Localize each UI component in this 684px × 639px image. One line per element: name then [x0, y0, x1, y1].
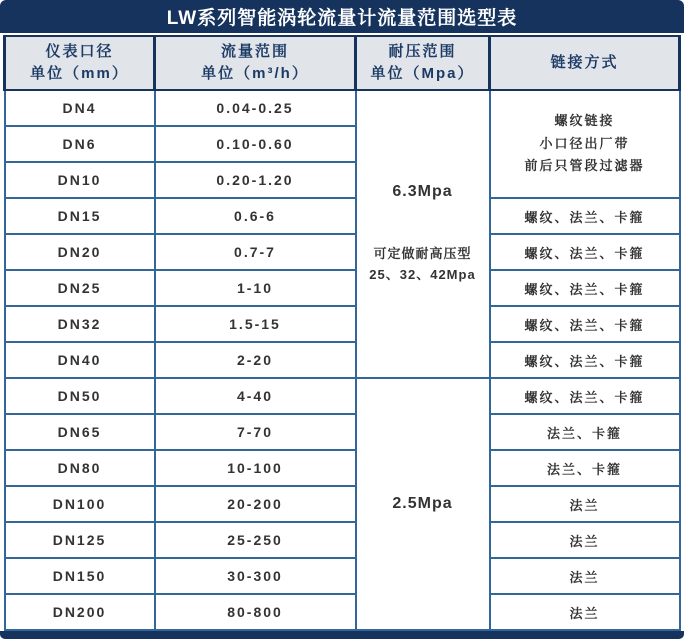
header-line-1: 流量范围 [220, 42, 289, 60]
flow-range-cell: 7-70 [155, 414, 356, 450]
table-row [5, 270, 680, 306]
connection-merged-cell [490, 90, 680, 198]
connection-cell: 法兰、卡箍 [490, 450, 680, 486]
table-row [5, 342, 680, 378]
flow-range-cell: 10-100 [155, 450, 356, 486]
column-header-2 [356, 36, 490, 90]
column-header-1 [155, 36, 356, 90]
connection-cell: 法兰 [490, 522, 680, 558]
table-body [5, 90, 680, 630]
flow-range-cell: 1-10 [155, 270, 356, 306]
flow-range-cell: 0.20-1.20 [155, 162, 356, 198]
selection-table [3, 35, 681, 631]
table-row [5, 486, 680, 522]
pressure-cell [356, 90, 490, 378]
diameter-cell: DN200 [5, 594, 155, 630]
flow-range-cell: 0.6-6 [155, 198, 356, 234]
header-line-2: 单位（mm） [30, 65, 129, 82]
flow-range-cell: 2-20 [155, 342, 356, 378]
flow-range-cell: 0.10-0.60 [155, 126, 356, 162]
connection-note-line-2: 前后只管段过滤器 [524, 158, 645, 174]
diameter-cell: DN15 [5, 198, 155, 234]
diameter-cell: DN10 [5, 162, 155, 198]
diameter-cell: DN50 [5, 378, 155, 414]
flow-range-cell: 20-200 [155, 486, 356, 522]
connection-cell: 螺纹、法兰、卡箍 [490, 270, 680, 306]
column-header-3 [490, 36, 680, 90]
table-row [5, 90, 680, 126]
table-row [5, 594, 680, 630]
diameter-cell: DN25 [5, 270, 155, 306]
pressure-note-line-1: 可定做耐高压型 [373, 245, 472, 261]
diameter-cell: DN80 [5, 450, 155, 486]
pressure-value: 6.3Mpa [392, 182, 453, 200]
diameter-cell: DN125 [5, 522, 155, 558]
flow-range-cell: 30-300 [155, 558, 356, 594]
header-line-2: 单位（Mpa） [370, 65, 475, 82]
diameter-cell: DN4 [5, 90, 155, 126]
connection-note-line-1: 小口径出厂带 [539, 135, 630, 151]
flow-range-cell: 4-40 [155, 378, 356, 414]
header-line-1: 仪表口径 [45, 42, 114, 60]
header-line-2: 单位（m³/h） [201, 65, 309, 82]
connection-cell: 螺纹、法兰、卡箍 [490, 198, 680, 234]
pressure-cell [356, 378, 490, 630]
flow-range-cell: 25-250 [155, 522, 356, 558]
table-header [5, 36, 680, 90]
table-row [5, 450, 680, 486]
table-row [5, 414, 680, 450]
flow-range-cell: 80-800 [155, 594, 356, 630]
table-row [5, 234, 680, 270]
diameter-cell: DN65 [5, 414, 155, 450]
diameter-cell: DN20 [5, 234, 155, 270]
connection-cell: 法兰 [490, 594, 680, 630]
connection-cell: 螺纹、法兰、卡箍 [490, 234, 680, 270]
pressure-note [357, 243, 489, 286]
connection-cell: 法兰、卡箍 [490, 414, 680, 450]
diameter-cell: DN6 [5, 126, 155, 162]
table-row [5, 306, 680, 342]
table-row [5, 558, 680, 594]
column-header-0 [5, 36, 155, 90]
pressure-value: 2.5Mpa [392, 495, 453, 512]
flow-range-cell: 0.7-7 [155, 234, 356, 270]
connection-cell: 螺纹、法兰、卡箍 [490, 306, 680, 342]
header-row [5, 36, 680, 90]
header-line-1: 耐压范围 [388, 42, 457, 60]
table-row [5, 378, 680, 414]
header-line-1: 链接方式 [550, 53, 619, 71]
connection-note-line-0: 螺纹链接 [554, 112, 615, 128]
pressure-note-line-2: 25、32、42Mpa [369, 267, 476, 282]
connection-cell: 法兰 [490, 558, 680, 594]
connection-cell: 螺纹、法兰、卡箍 [490, 378, 680, 414]
table-row [5, 522, 680, 558]
table-title: LW系列智能涡轮流量计流量范围选型表 [0, 0, 684, 33]
bottom-border-bar [0, 631, 684, 639]
connection-cell: 法兰 [490, 486, 680, 522]
flow-range-cell: 1.5-15 [155, 306, 356, 342]
table-row [5, 198, 680, 234]
diameter-cell: DN100 [5, 486, 155, 522]
flow-range-cell: 0.04-0.25 [155, 90, 356, 126]
diameter-cell: DN32 [5, 306, 155, 342]
connection-cell: 螺纹、法兰、卡箍 [490, 342, 680, 378]
diameter-cell: DN40 [5, 342, 155, 378]
diameter-cell: DN150 [5, 558, 155, 594]
